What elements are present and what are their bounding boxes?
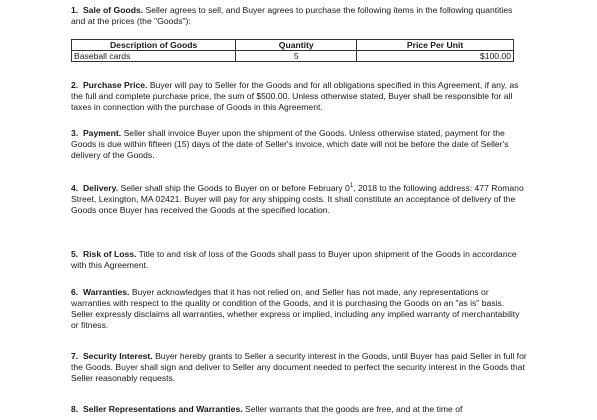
column-header: Price Per Unit	[357, 40, 514, 51]
section-body: Buyer will pay to Seller for the Goods and for all obligations specified in this Agreement, if any, as the full and complete purchase price, the sum of $500.00. Unless otherwise stated, Buyer shall be responsible for all taxes in connection with the purchase of Goods in this Agreement.	[71, 80, 519, 113]
table-header-row	[72, 40, 514, 51]
section-heading: 6. Warranties.	[71, 287, 130, 297]
section-payment	[71, 128, 527, 161]
table-cell: Baseball cards	[72, 51, 236, 62]
table-row	[72, 51, 514, 62]
column-header: Description of Goods	[72, 40, 236, 51]
section-heading: 5. Risk of Loss.	[71, 249, 137, 259]
section-purchase-price	[71, 80, 527, 113]
section-heading: 7. Security Interest.	[71, 351, 153, 361]
section-risk-of-loss	[71, 249, 527, 271]
section-body: Seller shall invoice Buyer upon the shipment of the Goods. Unless otherwise stated, payment for the Goods is due within fifteen (15) days of the date of Seller's invoice, which date will not be before the date of Seller's delivery of the Goods.	[71, 128, 509, 161]
goods-table	[71, 39, 514, 62]
section-delivery	[71, 183, 527, 216]
section-body: Buyer hereby grants to Seller a security interest in the Goods, until Buyer has paid Seller in full for the Goods. Buyer shall sign and deliver to Seller any document needed to perfect the security interest in the Goods that Seller reasonably requests.	[71, 351, 527, 384]
section-heading: 4. Delivery.	[71, 183, 119, 193]
section-security-interest	[71, 351, 527, 384]
section-heading: 1. Sale of Goods.	[71, 5, 144, 15]
section-sale-of-goods	[71, 5, 527, 27]
section-heading: 8. Seller Representations and Warranties.	[71, 404, 243, 414]
table-cell: 5	[236, 51, 357, 62]
section-heading: 3. Payment.	[71, 128, 122, 138]
column-header: Quantity	[236, 40, 357, 51]
section-warranties	[71, 287, 527, 331]
section-body: Buyer acknowledges that it has not relied on, and Seller has not made, any representations or warranties with respect to the quality or condition of the Goods, and it is purchasing the Goods on an "as is" basis. Seller expressly disclaims all warranties, whether express or implied, including any implied warranty of merchantability or fitness.	[71, 287, 520, 331]
section-seller-representations	[71, 404, 527, 415]
section-heading: 2. Purchase Price.	[71, 80, 148, 90]
section-body: Seller warrants that the goods are free, and at the time of	[245, 404, 463, 414]
section-body: Seller agrees to sell, and Buyer agrees to purchase the following items in the following quantities and at the prices (the "Goods"):	[71, 5, 513, 27]
table-cell: $100.00	[357, 51, 514, 62]
section-body: Seller shall ship the Goods to Buyer on or before February $0^1$, 2018 to the following address: 477 Romano Street, Lexington, MA 02421. Buyer will pay for any shipping costs. It shall constitute an acceptance of delivery of the Goods once Buyer has received the Goods at the specified location.	[71, 183, 524, 216]
section-body: Title to and risk of loss of the Goods shall pass to Buyer upon shipment of the Goods in accordance with this Agreement.	[71, 249, 517, 271]
